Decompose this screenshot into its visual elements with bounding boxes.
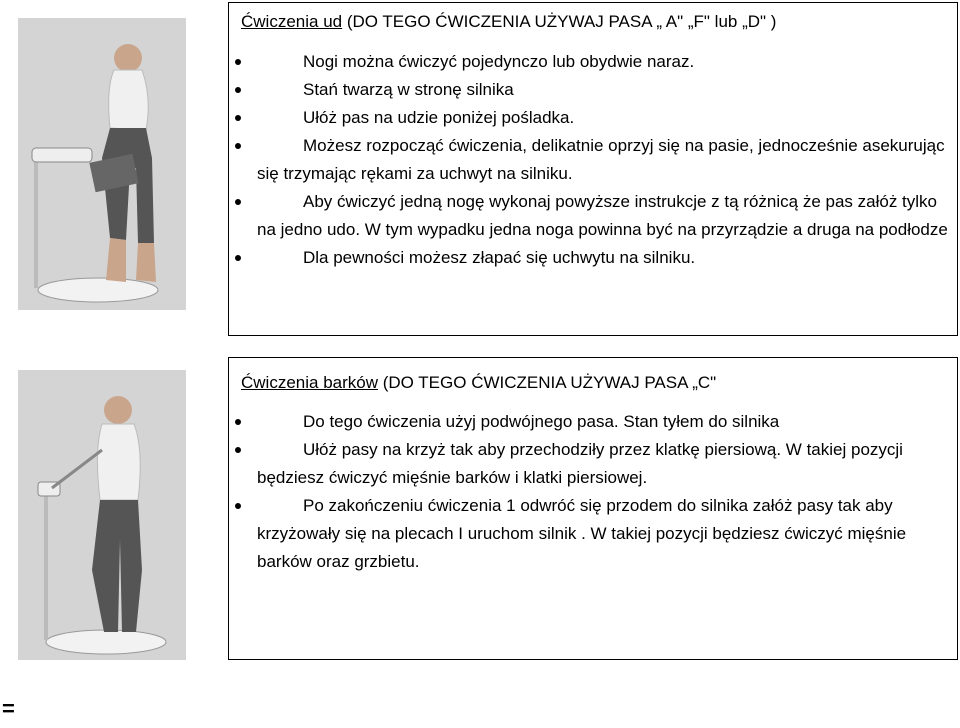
list-item: Możesz rozpocząć ćwiczenia, delikatnie oprzyj się na pasie, jednocześnie asekurując się trzymając rękami za uchwyt na silniku. xyxy=(229,132,957,188)
woman-thigh-exercise-illustration xyxy=(18,18,186,310)
list-item: Po zakończeniu ćwiczenia 1 odwróć się przodem do silnika załóż pasy tak aby krzyżowały się na plecach I uruchom silnik . W takiej pozycji będziesz ćwiczyć mięśnie barków oraz grzbietu. xyxy=(229,492,957,576)
section-title-thighs xyxy=(241,11,776,33)
thigh-instructions-list xyxy=(229,48,957,272)
list-item: Ułóż pasy na krzyż tak aby przechodziły przez klatkę piersiową. W takiej pozycji będziesz ćwiczyć mięśnie barków i klatki piersiowej. xyxy=(229,436,957,492)
title-rest: (DO TEGO ĆWICZENIA UŻYWAJ PASA „C" xyxy=(378,373,717,392)
shoulder-instructions-list xyxy=(229,408,957,576)
exercise-photo-thighs xyxy=(18,18,186,310)
list-item: Aby ćwiczyć jedną nogę wykonaj powyższe instrukcje z tą różnicą że pas załóż tylko na jedno udo. W tym wypadku jedna noga powinna być na przyrządzie a druga na podłodze xyxy=(229,188,957,244)
list-item: Dla pewności możesz złapać się uchwytu na silniku. xyxy=(229,244,957,272)
list-item: Stań twarzą w stronę silnika xyxy=(229,76,957,104)
list-item: Nogi można ćwiczyć pojedynczo lub obydwie naraz. xyxy=(229,48,957,76)
title-underlined: Ćwiczenia barków xyxy=(241,373,378,392)
list-item: Ułóż pas na udzie poniżej pośladka. xyxy=(229,104,957,132)
thigh-exercise-box xyxy=(228,2,958,336)
woman-shoulder-exercise-illustration xyxy=(18,370,186,660)
shoulder-exercise-box xyxy=(228,357,958,660)
title-underlined: Ćwiczenia ud xyxy=(241,12,343,31)
section-title-shoulders xyxy=(241,372,716,394)
title-rest: (DO TEGO ĆWICZENIA UŻYWAJ PASA „ A" „F" lub „D" ) xyxy=(342,12,777,31)
exercise-photo-shoulders xyxy=(18,370,186,660)
list-item: Do tego ćwiczenia użyj podwójnego pasa. Stan tyłem do silnika xyxy=(229,408,957,436)
footer-mark: = xyxy=(2,696,15,721)
